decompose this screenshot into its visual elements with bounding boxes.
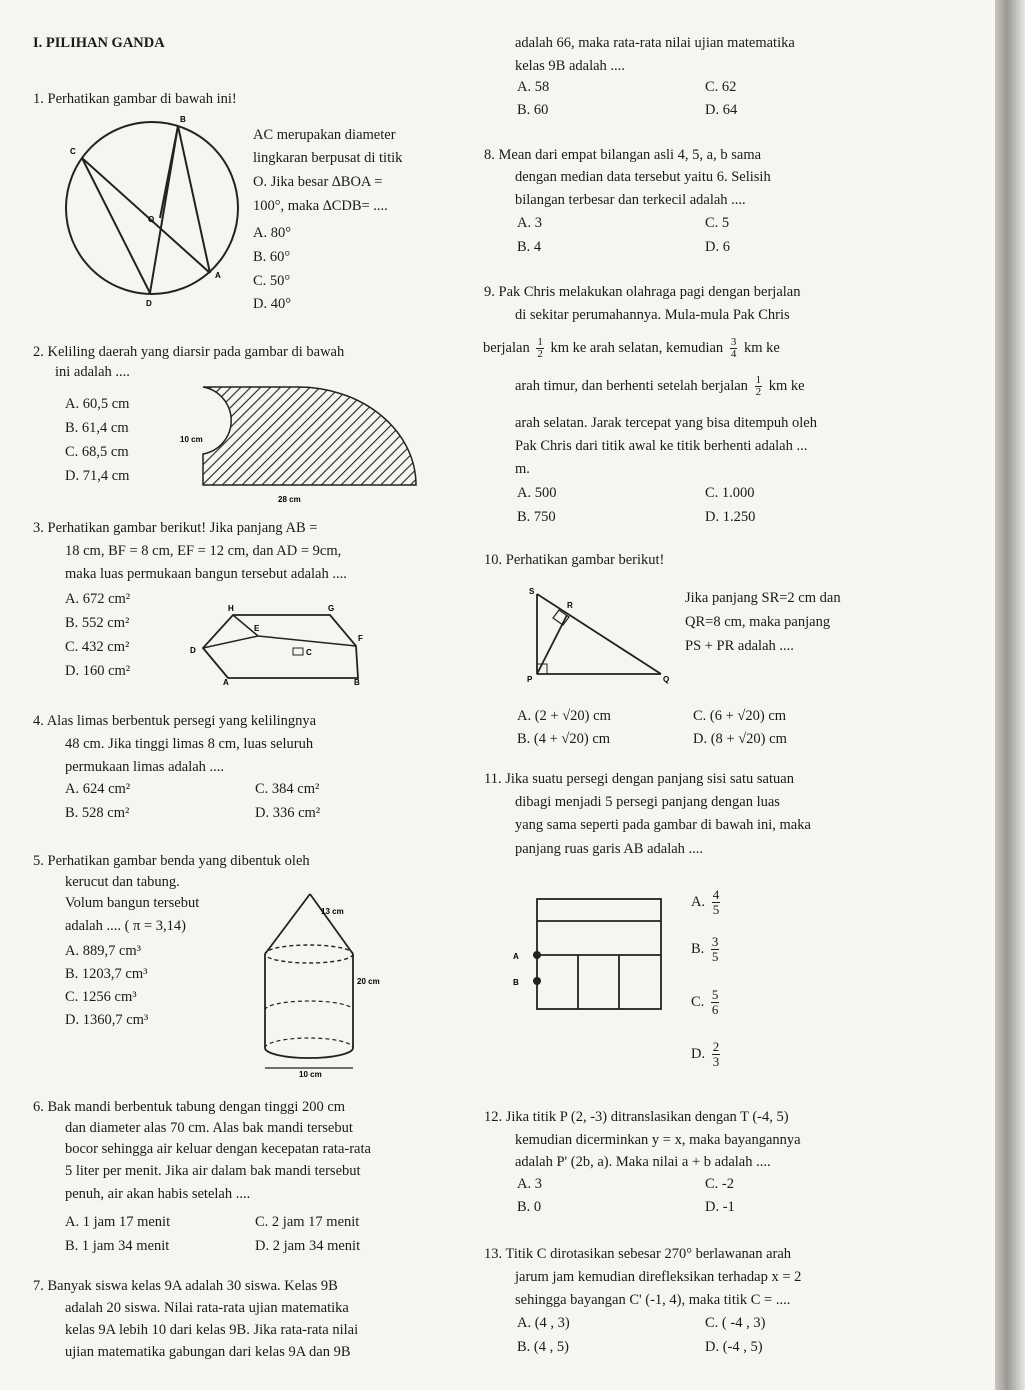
q5-line-2: kerucut dan tabung. (65, 874, 180, 890)
q13-line-2: jarum jam kemudian direfleksikan terhadap x = 2 (515, 1269, 802, 1285)
q12-line-3: adalah P' (2b, a). Maka nilai a + b adalah .... (515, 1154, 771, 1170)
q2-shaded-figure (178, 380, 428, 505)
q5-label-diameter: 10 cm (299, 1070, 322, 1079)
q8-line-2: dengan median data tersebut yaitu 6. Selisih (515, 169, 771, 185)
q8-line-3: bilangan terbesar dan terkecil adalah .... (515, 192, 746, 208)
q3-label-g: G (328, 604, 335, 613)
q8-option-c[interactable]: C. 5 (705, 215, 730, 231)
q13-option-c[interactable]: C. ( -4 , 3) (705, 1315, 766, 1331)
q3-line-1: 3. Perhatikan gambar berikut! Jika panjang AB = (33, 520, 318, 536)
q3-label-f: F (358, 634, 363, 643)
q7-option-c[interactable]: C. 62 (705, 79, 737, 95)
q3-label-b: B (354, 678, 360, 687)
q1-label-d: D (146, 299, 152, 308)
q11-option-d[interactable]: D. $\frac{2}{3}$ (691, 1039, 720, 1069)
q3-label-d: D (190, 646, 196, 655)
q1-stem: 1. Perhatikan gambar di bawah ini! (33, 91, 237, 107)
q11-option-c[interactable]: C. $\frac{5}{6}$ (691, 987, 719, 1017)
q3-label-a: A (223, 678, 229, 687)
q13-line-1: 13. Titik C dirotasikan sebesar 270° berlawanan arah (484, 1246, 792, 1262)
q13-option-b[interactable]: B. (4 , 5) (517, 1339, 569, 1355)
q1-label-c: C (70, 147, 76, 156)
q9-option-b[interactable]: B. 750 (517, 509, 556, 525)
q2-line-1: 2. Keliling daerah yang diarsir pada gambar di bawah (33, 344, 345, 360)
q7-line-5: adalah 66, maka rata-rata nilai ujian matematika (515, 35, 795, 51)
q4-option-b[interactable]: B. 528 cm² (65, 805, 130, 821)
q1-option-b[interactable]: B. 60° (253, 249, 291, 265)
q5-line-3: Volum bangun tersebut (65, 895, 200, 911)
q8-option-d[interactable]: D. 6 (705, 239, 730, 255)
q3-label-c: C (306, 648, 312, 657)
q5-line-4: adalah .... ( π = 3,14) (65, 918, 186, 934)
q9-fraction-3: $\frac{1}{2}$ (755, 374, 762, 398)
q5-option-b[interactable]: B. 1203,7 cm³ (65, 966, 148, 982)
q6-option-d[interactable]: D. 2 jam 34 menit (255, 1238, 361, 1254)
q11-line-3: yang sama seperti pada gambar di bawah ini, maka (515, 817, 811, 833)
q1-option-a[interactable]: A. 80° (253, 225, 292, 241)
q8-line-1: 8. Mean dari empat bilangan asli 4, 5, a, b sama (484, 147, 762, 163)
q1-text-4: 100°, maka ∆CDB= .... (253, 198, 388, 214)
q9-line-4-a: arah timur, dan berhenti setelah berjalan (515, 377, 748, 394)
q11-square-figure (505, 895, 665, 1015)
q2-option-d[interactable]: D. 71,4 cm (65, 468, 130, 484)
q4-line-3: permukaan limas adalah .... (65, 759, 225, 775)
q8-option-a[interactable]: A. 3 (517, 215, 542, 231)
q1-label-b: B (180, 115, 186, 124)
q9-option-c[interactable]: C. 1.000 (705, 485, 755, 501)
q11-line-4: panjang ruas garis AB adalah .... (515, 841, 704, 857)
q10-option-d[interactable]: D. (8 + √20) cm (693, 731, 787, 747)
q12-option-b[interactable]: B. 0 (517, 1199, 542, 1215)
q6-option-c[interactable]: C. 2 jam 17 menit (255, 1214, 360, 1230)
q9-line-2: di sekitar perumahannya. Mula-mula Pak Chris (515, 307, 790, 323)
q8-option-b[interactable]: B. 4 (517, 239, 542, 255)
q6-line-5: penuh, air akan habis setelah .... (65, 1186, 251, 1202)
q1-text-3: O. Jika besar ∆BOA = (253, 174, 383, 190)
q12-option-c[interactable]: C. -2 (705, 1176, 734, 1192)
q3-label-h: H (228, 604, 234, 613)
q10-text-1: Jika panjang SR=2 cm dan (685, 590, 841, 606)
q1-text-2: lingkaran berpusat di titik (253, 150, 403, 166)
q9-line-1: 9. Pak Chris melakukan olahraga pagi dengan berjalan (484, 284, 801, 300)
q2-option-b[interactable]: B. 61,4 cm (65, 420, 129, 436)
q5-line-1: 5. Perhatikan gambar benda yang dibentuk oleh (33, 853, 310, 869)
q10-label-q: Q (663, 675, 670, 684)
q7-option-a[interactable]: A. 58 (517, 79, 550, 95)
q11-line-2: dibagi menjadi 5 persegi panjang dengan luas (515, 794, 780, 810)
q13-option-a[interactable]: A. (4 , 3) (517, 1315, 570, 1331)
q3-line-2: 18 cm, BF = 8 cm, EF = 12 cm, dan AD = 9cm, (65, 543, 342, 559)
q9-line-4-b: km ke (768, 377, 805, 394)
q9-line-5: arah selatan. Jarak tercepat yang bisa ditempuh oleh (515, 415, 817, 431)
q10-label-p: P (527, 675, 533, 684)
q10-option-c[interactable]: C. (6 + √20) cm (693, 708, 787, 724)
q9-option-d[interactable]: D. 1.250 (705, 509, 756, 525)
q4-option-d[interactable]: D. 336 cm² (255, 805, 321, 821)
q10-option-a[interactable]: A. (2 + √20) cm (517, 708, 611, 724)
q3-option-b[interactable]: B. 552 cm² (65, 615, 130, 631)
q7-line-1: 7. Banyak siswa kelas 9A adalah 30 siswa. Kelas 9B (33, 1278, 338, 1294)
q9-fraction-1: $\frac{1}{2}$ (537, 336, 543, 360)
q7-line-2: adalah 20 siswa. Nilai rata-rata ujian matematika (65, 1300, 349, 1316)
q6-option-b[interactable]: B. 1 jam 34 menit (65, 1238, 170, 1254)
q1-text-1: AC merupakan diameter (253, 127, 396, 143)
q9-line-4 (515, 375, 805, 398)
q5-option-a[interactable]: A. 889,7 cm³ (65, 943, 142, 959)
q7-line-3: kelas 9A lebih 10 dari kelas 9B. Jika rata-rata nilai (65, 1322, 359, 1338)
q7-line-6: kelas 9B adalah .... (515, 58, 625, 74)
q7-line-4: ujian matematika gabungan dari kelas 9A dan 9B (65, 1344, 351, 1360)
q3-option-c[interactable]: C. 432 cm² (65, 639, 130, 655)
q4-line-1: 4. Alas limas berbentuk persegi yang kelilingnya (33, 713, 317, 729)
q9-line-3-b: km ke arah selatan, kemudian (550, 339, 724, 356)
q12-line-2: kemudian dicerminkan y = x, maka bayangannya (515, 1132, 801, 1148)
q10-text-3: PS + PR adalah .... (685, 638, 794, 654)
q13-option-d[interactable]: D. (-4 , 5) (705, 1339, 763, 1355)
q11-label-b: B (513, 978, 519, 987)
q1-option-d[interactable]: D. 40° (253, 296, 292, 312)
q10-text-2: QR=8 cm, maka panjang (685, 614, 831, 630)
q9-line-3-a: berjalan (483, 339, 530, 356)
q2-label-height: 10 cm (180, 435, 203, 444)
q13-line-3: sehingga bayangan C' (-1, 4), maka titik C = .... (515, 1292, 791, 1308)
q12-line-1: 12. Jika titik P (2, -3) ditranslasikan dengan T (-4, 5) (484, 1109, 789, 1125)
q3-line-3: maka luas permukaan bangun tersebut adalah .... (65, 566, 347, 582)
q9-fraction-2: $\frac{3}{4}$ (730, 336, 737, 360)
q5-label-slant: 13 cm (321, 907, 344, 916)
q10-triangle-figure (525, 588, 675, 683)
q5-option-c[interactable]: C. 1256 cm³ (65, 989, 137, 1005)
q12-option-d[interactable]: D. -1 (705, 1199, 735, 1215)
binding-shadow (995, 0, 1025, 1390)
q9-option-a[interactable]: A. 500 (517, 485, 557, 501)
q3-prism-figure (178, 603, 378, 687)
q3-label-e: E (254, 624, 260, 633)
q11-label-a: A (513, 952, 519, 961)
q2-option-c[interactable]: C. 68,5 cm (65, 444, 129, 460)
q10-stem: 10. Perhatikan gambar berikut! (484, 552, 665, 568)
q7-option-d[interactable]: D. 64 (705, 102, 738, 118)
q6-option-a[interactable]: A. 1 jam 17 menit (65, 1214, 171, 1230)
q10-label-r: R (567, 601, 573, 610)
q5-option-d[interactable]: D. 1360,7 cm³ (65, 1012, 149, 1028)
q2-line-2: ini adalah .... (55, 364, 130, 380)
q6-line-4: 5 liter per menit. Jika air dalam bak mandi tersebut (65, 1163, 361, 1179)
q11-option-b[interactable]: B. $\frac{3}{5}$ (691, 934, 719, 964)
q9-line-3 (483, 337, 780, 360)
q9-line-7: m. (515, 461, 530, 477)
q12-option-a[interactable]: A. 3 (517, 1176, 542, 1192)
q1-option-c[interactable]: C. 50° (253, 273, 291, 289)
q9-line-6: Pak Chris dari titik awal ke titik berhenti adalah ... (515, 438, 808, 454)
q10-label-s: S (529, 587, 535, 596)
q7-option-b[interactable]: B. 60 (517, 102, 549, 118)
q9-line-3-c: km ke (743, 339, 780, 356)
q5-cone-cylinder-figure (255, 888, 380, 1079)
q6-line-1: 6. Bak mandi berbentuk tabung dengan tinggi 200 cm (33, 1099, 346, 1115)
q6-line-3: bocor sehingga air keluar dengan kecepatan rata-rata (65, 1141, 371, 1157)
q1-label-a: A (215, 271, 221, 280)
q5-label-height: 20 cm (357, 977, 380, 986)
q1-label-o: O (148, 215, 155, 224)
q4-option-a[interactable]: A. 624 cm² (65, 781, 131, 797)
q3-option-d[interactable]: D. 160 cm² (65, 663, 131, 679)
q3-option-a[interactable]: A. 672 cm² (65, 591, 131, 607)
q10-option-b[interactable]: B. (4 + √20) cm (517, 731, 611, 747)
q4-line-2: 48 cm. Jika tinggi limas 8 cm, luas seluruh (65, 736, 314, 752)
q2-option-a[interactable]: A. 60,5 cm (65, 396, 130, 412)
q4-option-c[interactable]: C. 384 cm² (255, 781, 320, 797)
q11-line-1: 11. Jika suatu persegi dengan panjang sisi satu satuan (484, 771, 794, 787)
q11-option-a[interactable]: A. $\frac{4}{5}$ (691, 887, 720, 917)
q2-label-width: 28 cm (278, 495, 301, 504)
q1-circle-figure (60, 115, 240, 308)
q6-line-2: dan diameter alas 70 cm. Alas bak mandi tersebut (65, 1120, 353, 1136)
section-title: I. PILIHAN GANDA (33, 35, 165, 51)
